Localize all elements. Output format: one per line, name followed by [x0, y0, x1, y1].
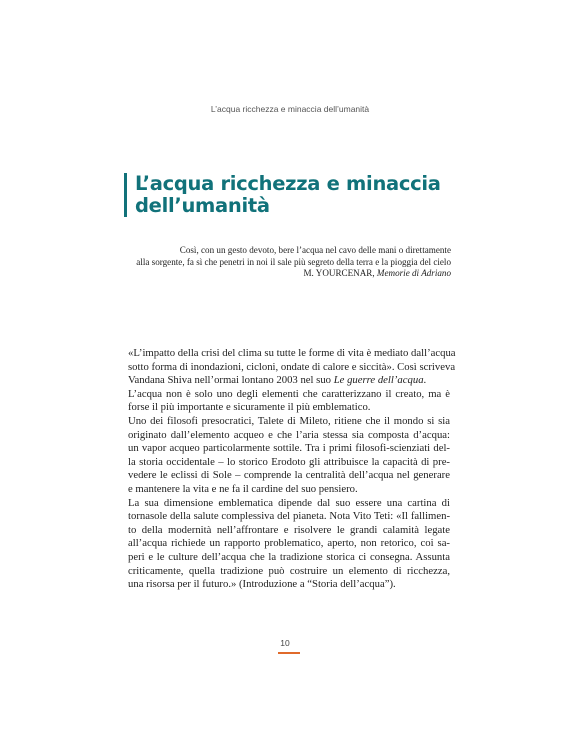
epigraph-author: M. YOURCENAR, [303, 268, 377, 279]
text-line: peri e le culture dell’acqua che la tradizione storica ci consegna. Assunta [128, 550, 450, 563]
text-line: originato dall’elemento acqueo e che l’aria stessa sia composta d’acqua: [128, 428, 450, 441]
epigraph-attribution [111, 268, 451, 280]
text-line: Uno dei filosofi presocratici, Talete di Mileto, ritiene che il mondo si sia [128, 414, 450, 427]
text-line: la storia occidentale – lo storico Erodoto gli attribuisce la capacità di pre- [128, 455, 450, 468]
paragraph-4 [128, 497, 450, 592]
running-header: L’acqua ricchezza e minaccia dell’umanità [210, 104, 370, 114]
epigraph-line-2: alla sorgente, fa sì che penetri in noi il sale più segreto della terra e la pioggia del cielo [136, 256, 451, 267]
text-line: sotto forma di inondazioni, cicloni, ondate di calore e siccità». Così scriveva [128, 360, 456, 373]
text-line: una risorsa per il futuro.» (Introduzione a “Storia dell’acqua”). [128, 578, 396, 591]
text-line: vedere le eclissi di Sole – comprende la centralità dell’acqua nel generare [128, 469, 450, 482]
body-text [128, 347, 456, 592]
epigraph [111, 245, 451, 280]
text-line: criticamente, quella tradizione può costruire un elemento di ricchezza, [128, 564, 450, 577]
text-line: to della modernità nell’affrontare e risolvere le grandi calamità legate [128, 523, 450, 536]
text-line: e mantenere la vita e ne fa il cardine del suo pensiero. [128, 482, 358, 495]
paragraph-2 [128, 388, 450, 415]
epigraph-line-1: Così, con un gesto devoto, bere l’acqua nel cavo delle mani o direttamente [179, 245, 451, 255]
book-title: Le guerre dell’acqua [333, 374, 424, 387]
paragraph-3 [128, 415, 450, 497]
text-line: un vapor acqueo particolarmente sottile. Tra i primi filosofi-scienziati del- [128, 442, 450, 455]
page-number: 10 [280, 638, 290, 648]
text-line: forse il più importante e sicuramente il più emblematico. [128, 401, 371, 414]
text-line: L’acqua non è solo uno degli elementi che caratterizzano il creato, ma è [128, 387, 450, 400]
chapter-title-line-2: dell’umanità [135, 194, 270, 217]
chapter-title [124, 173, 441, 217]
text-line: «L’impatto della crisi del clima su tutte le forme di vita è mediato dall’acqua [128, 347, 456, 359]
page-number-underline [278, 652, 300, 654]
text-fragment: Vandana Shiva nell’ormai lontano 2003 nel suo [128, 374, 334, 387]
text-fragment: . [423, 374, 427, 387]
text-line: La sua dimensione emblematica dipende dal suo essere una cartina di [128, 496, 450, 509]
chapter-title-line-1: L’acqua ricchezza e minaccia [135, 172, 441, 195]
text-line [128, 374, 450, 388]
epigraph-work: Memorie di Adriano [376, 268, 451, 279]
text-line: all’acqua richiede un rapporto problematico, aperto, non retorico, coi sa- [128, 537, 450, 550]
paragraph-1 [128, 347, 456, 388]
text-line: tornasole della salute complessiva del pianeta. Nota Vito Teti: «Il fallimen- [128, 510, 450, 523]
